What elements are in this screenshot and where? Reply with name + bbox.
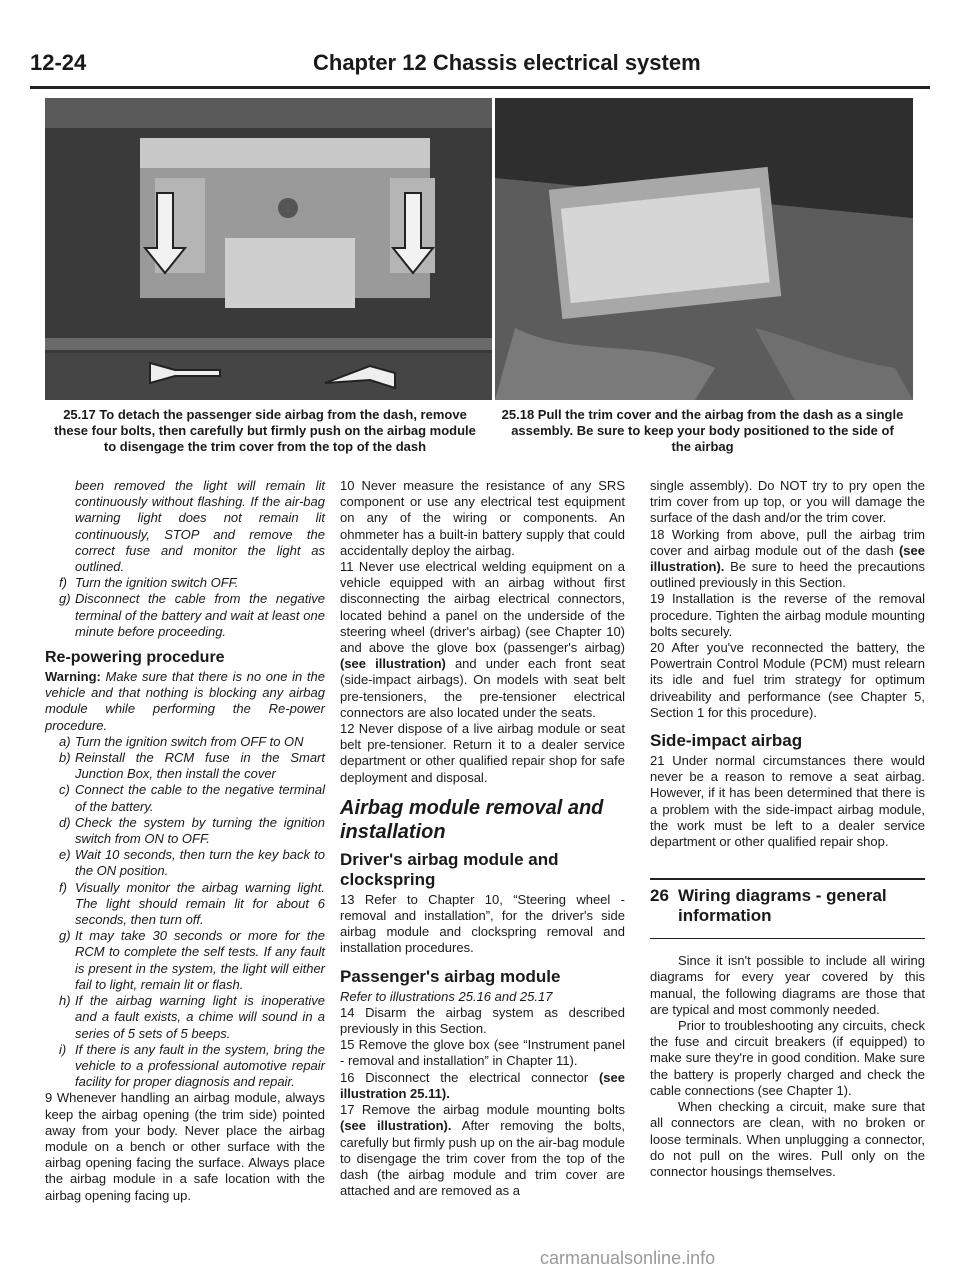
chapter-title: Chapter 12 Chassis electrical system: [313, 50, 701, 75]
refer-illustrations: Refer to illustrations 25.16 and 25.17: [340, 988, 553, 1004]
page-number: 12-24: [30, 50, 87, 75]
wiring-paragraph-2: Prior to troubleshooting any circuits, check the fuse and circuit breakers (if equipped) to make sure they're in good condition. Make sure the battery is properly charged and check the cable connections (see Chapter 1).: [650, 1018, 925, 1098]
step-17: 17 Remove the airbag module mounting bolts (see illustration). After removing the bolts, carefully but firmly push up on the air-bag module to disengage the trim cover from the top of the dash (the airbag module and trim cover are attached and are removed as a: [340, 1102, 625, 1199]
list-item-f: f) Turn the ignition switch OFF.: [59, 575, 239, 591]
repowering-heading: Re-powering procedure: [45, 649, 225, 667]
wiring-paragraph-1: Since it isn't possible to include all wiring diagrams for every year covered by this manual, the following diagrams are those that are typical and most commonly needed.: [650, 953, 925, 1017]
step-17-continued: single assembly). Do NOT try to pry open the trim cover from up top, or you will damage the surface of the dash and/or the trim cover.: [650, 478, 925, 526]
header-rule: [30, 86, 930, 89]
page-header: [30, 50, 930, 82]
column-3: [650, 478, 925, 1180]
repower-item-h: h) If the airbag warning light is inoperative and a fault exists, a chime will sound in a series of 5 sets of 5 beeps.: [59, 993, 325, 1041]
repower-item-f: f) Visually monitor the airbag warning light. The light should remain lit for about 6 seconds, then turn off.: [59, 879, 325, 928]
step-11: 11 Never use electrical welding equipment on a vehicle equipped with an airbag without first disconnecting the airbag electrical connectors, located behind a panel on the underside of the steering wheel (driver's airbag) (see Chapter 10) and above the glove box (passenger's airbag) (see illustration) and under each front seat (side-impact airbags). On models with seat belt pre-tensioners, the pre-tensioner electrical connectors are also located under the seats.: [340, 559, 625, 720]
step-20: 20 After you've reconnected the battery, the Powertrain Control Module (PCM) must relearn its idle and fuel trim strategy for optimum driveability and performance (see Chapter 5, Section 1 for this procedure).: [650, 640, 925, 720]
figure-caption-25-18: 25.18 Pull the trim cover and the airbag from the dash as a single assembly. Be sure to keep your body positioned to the side of the airbag: [501, 407, 904, 454]
warning-paragraph: Warning: Make sure that there is no one in the vehicle and that nothing is blocking any airbag module while performing the Re-power procedure.: [45, 669, 325, 733]
section-26-heading: [650, 886, 925, 926]
list-continuation: been removed the light will remain lit continuously without flashing. If the air-bag warning light does not remain lit continuously, STOP and remove the correct fuse and monitor the light as outlined.: [75, 478, 325, 575]
repower-item-a: a) Turn the ignition switch from OFF to ON: [59, 733, 304, 749]
step-14: 14 Disarm the airbag system as described previously in this Section.: [340, 1004, 625, 1037]
section-26-top-rule: [650, 878, 925, 880]
driver-airbag-heading: Driver's airbag module and clockspring: [340, 849, 559, 889]
step-9: 9 Whenever handling an airbag module, always keep the airbag opening (the trim side) pointed away from your body. Never place the airbag module on a bench or other surface with the airbag opening facing the surface. Always place the airbag module in a safe location with the airbag opening facing up.: [45, 1090, 325, 1203]
step-19: 19 Installation is the reverse of the removal procedure. Tighten the airbag module mounting bolts securely.: [650, 591, 925, 639]
figure-caption-25-17: 25.17 To detach the passenger side airbag from the dash, remove these four bolts, then carefully but firmly push on the airbag module to disengage the trim cover from the top of the dash: [54, 407, 476, 454]
list-item-g: g) Disconnect the cable from the negative terminal of the battery and wait at least one minute before proceeding.: [59, 591, 325, 639]
step-13: 13 Refer to Chapter 10, “Steering wheel - removal and installation”, for the driver's side airbag module and clockspring removal and installation procedures.: [340, 891, 625, 956]
repower-item-b: b) Reinstall the RCM fuse in the Smart Junction Box, then install the cover: [59, 750, 325, 782]
section-26-number: 26: [650, 886, 669, 906]
step-18: 18 Working from above, pull the airbag trim cover and airbag module out of the dash (see illustration). Be sure to heed the precautions outlined previously in this Section.: [650, 526, 925, 591]
step-12: 12 Never dispose of a live airbag module or seat belt pre-tensioner. Return it to a dealer service department or other qualified repair shop for safe deployment and disposal.: [340, 721, 625, 785]
section-26-bottom-rule: [650, 938, 925, 939]
step-21: 21 Under normal circumstances there would never be a reason to remove a seat airbag. However, if it has been determined that there is a problem with the side-impact airbag module, the work must be left to a dealer service department or other qualified repair shop.: [650, 753, 925, 850]
step-16: 16 Disconnect the electrical connector (see illustration 25.11).: [340, 1069, 625, 1101]
step-15: 15 Remove the glove box (see “Instrument panel - removal and installation” in Chapter 11).: [340, 1037, 625, 1069]
repower-item-d: d) Check the system by turning the ignition switch from ON to OFF.: [59, 814, 325, 847]
column-1: [45, 478, 325, 1204]
repower-item-g: g) It may take 30 seconds or more for the RCM to complete the self tests. If any fault is present in the system, the light will either fail to light, remain lit or flash.: [59, 928, 325, 992]
wiring-paragraph-3: When checking a circuit, make sure that all connectors are clean, with no broken or loose terminals. When unplugging a connector, do not pull on the wires. Pull only on the connector housings themselves.: [650, 1099, 925, 1179]
column-2: [340, 478, 625, 1199]
repower-item-e: e) Wait 10 seconds, then turn the key back to the ON position.: [59, 847, 325, 879]
section-heading-airbag-removal: Airbag module removal and installation: [340, 796, 604, 843]
section-26-title: Wiring diagrams - general information: [678, 886, 887, 926]
passenger-airbag-heading: Passenger's airbag module: [340, 966, 561, 986]
step-10: 10 Never measure the resistance of any SRS component or use any electrical test equipment on any of the wiring or components. An ohmmeter has a built-in battery supply that could accidentally deploy the airbag.: [340, 478, 625, 558]
repower-item-i: i) If there is any fault in the system, bring the vehicle to a professional automotive repair facility for proper diagnosis and repair.: [59, 1041, 325, 1090]
repower-item-c: c) Connect the cable to the negative terminal of the battery.: [59, 782, 325, 814]
watermark: carmanualsonline.info: [540, 1248, 716, 1268]
side-impact-heading: Side-impact airbag: [650, 731, 803, 751]
photo-airbag-removal: [495, 98, 913, 400]
photo-airbag-bolts: [45, 98, 492, 400]
